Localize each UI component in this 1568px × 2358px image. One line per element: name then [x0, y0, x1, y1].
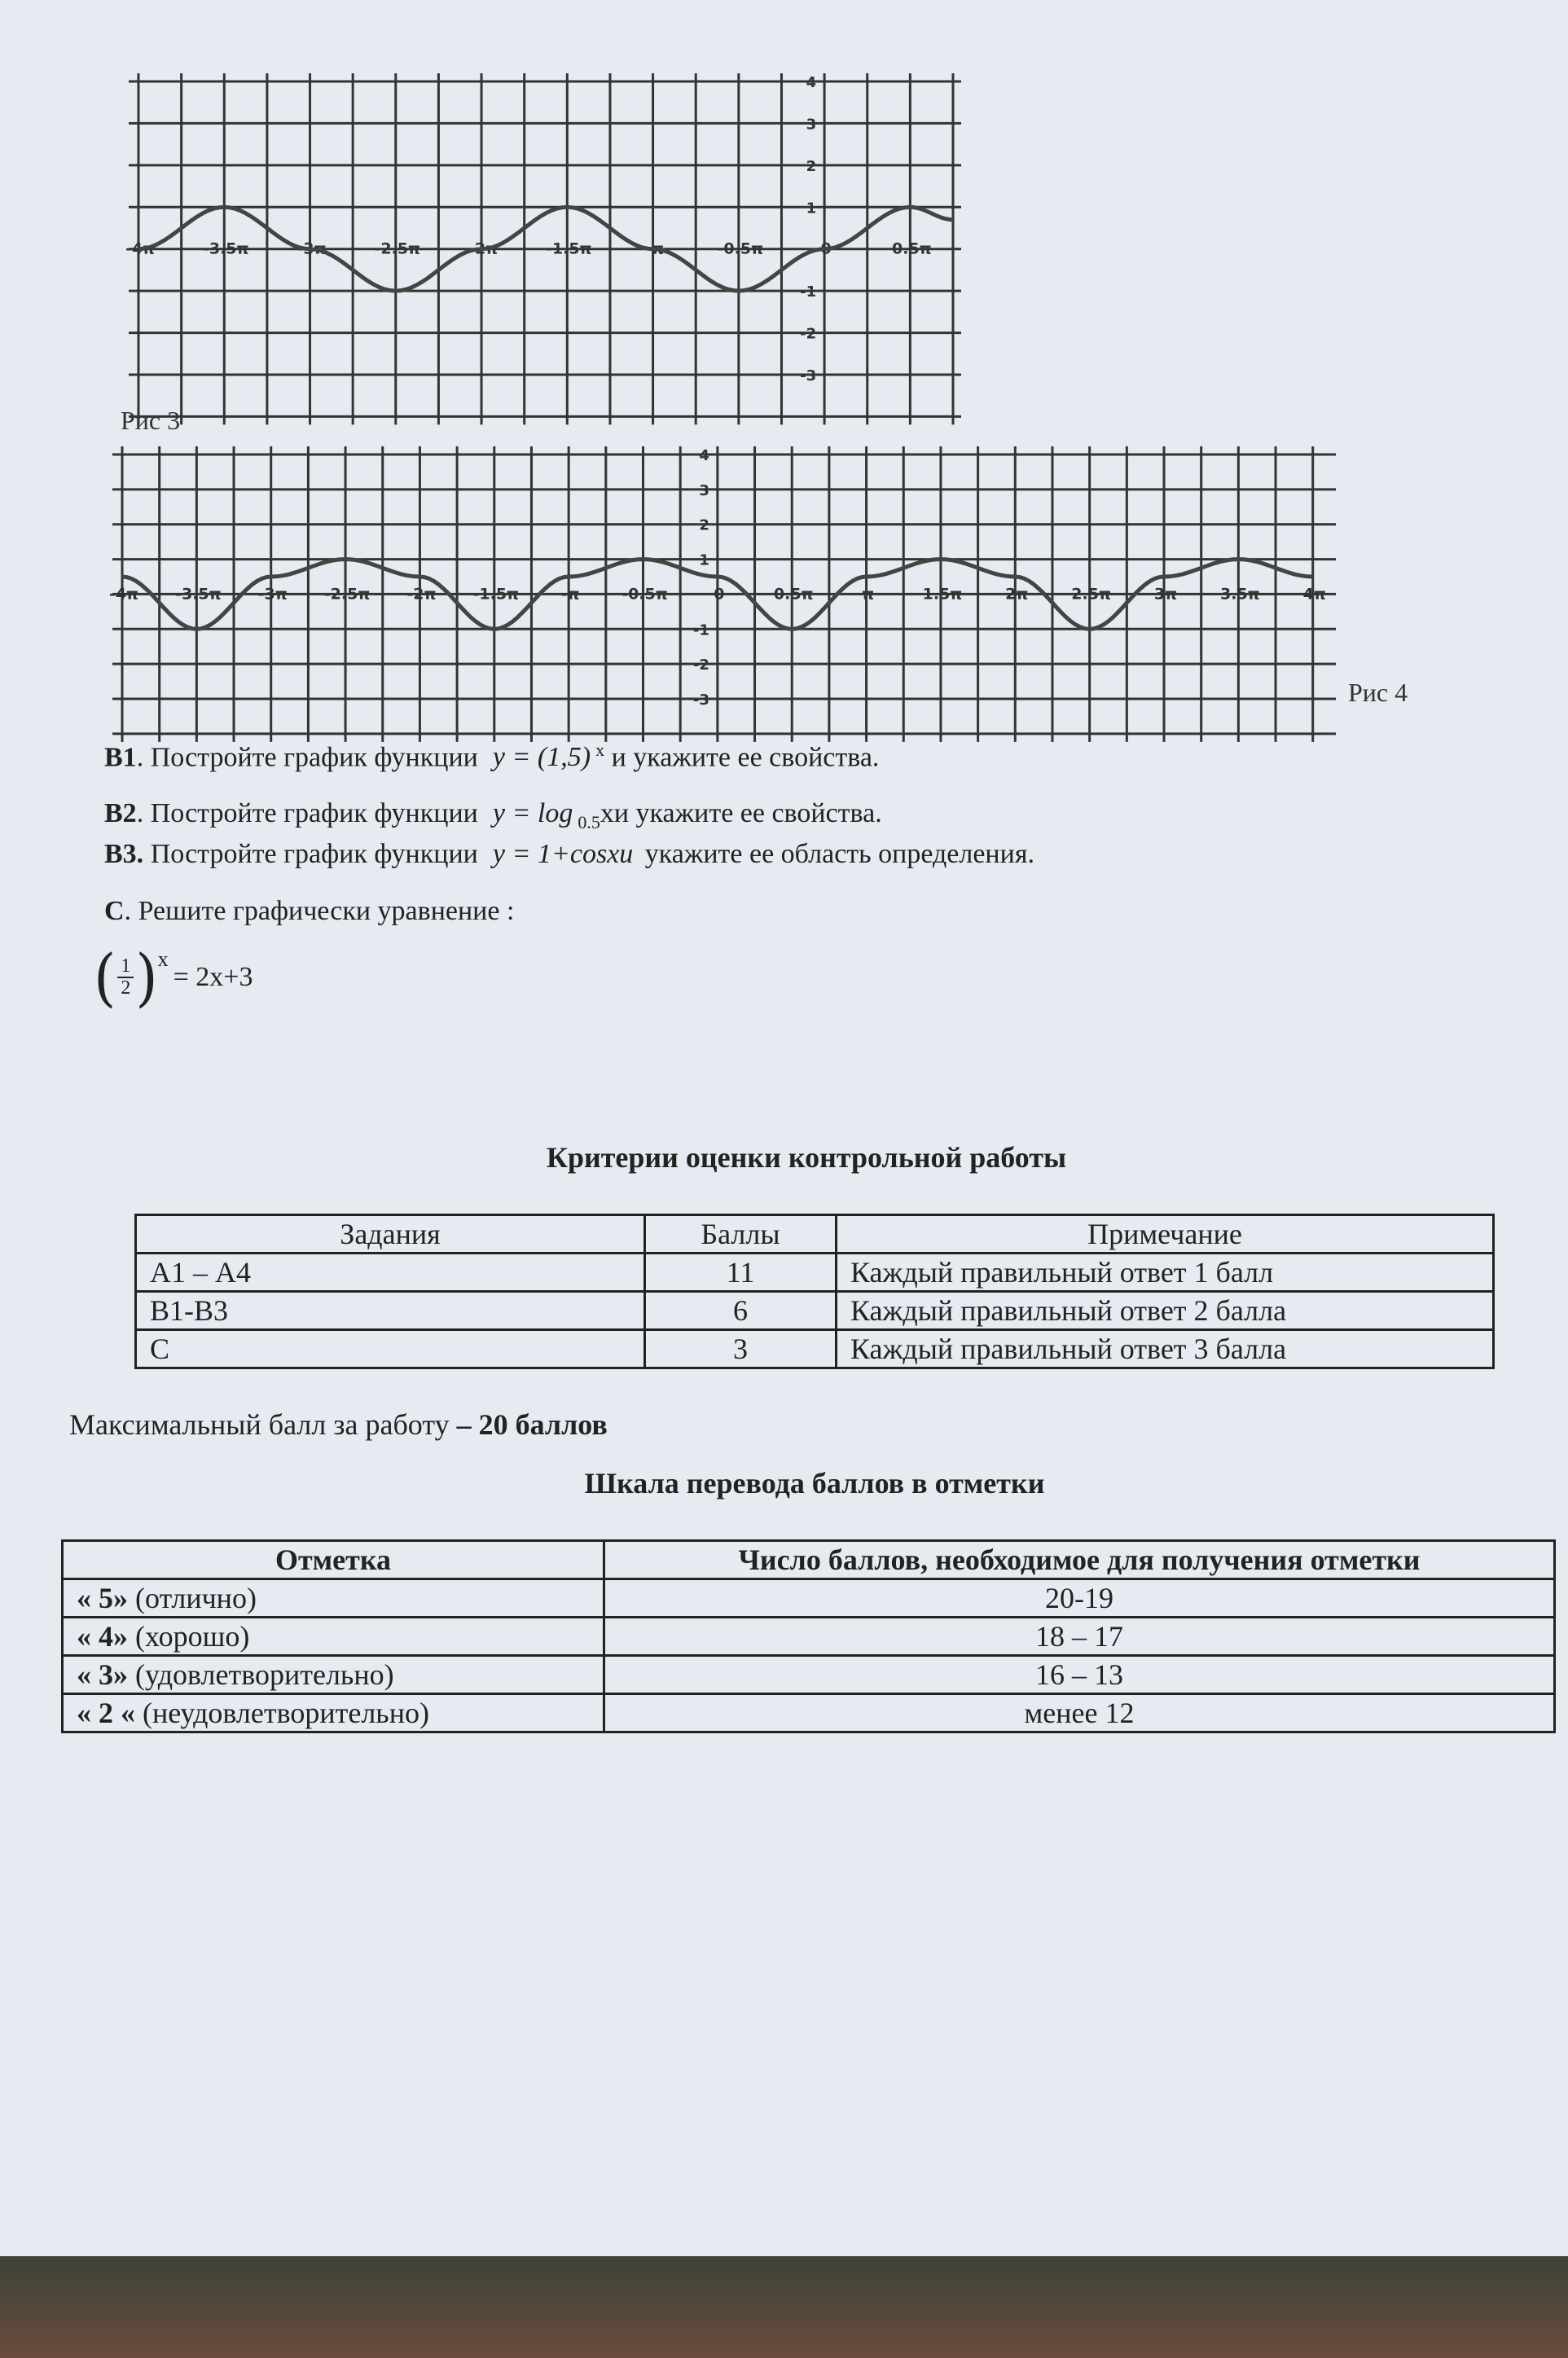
figure-4-graph: [108, 440, 1344, 709]
grade-mark: « 3»: [77, 1658, 128, 1691]
x-tick-label: -4π: [125, 239, 156, 258]
task-b3-formula: y = 1+cosxи: [492, 839, 634, 869]
x-tick-label: 4π: [1302, 585, 1326, 604]
y-tick-label: 1: [699, 551, 709, 569]
scale-cell-grade: [63, 1579, 604, 1618]
x-tick-label: -2π: [406, 585, 437, 604]
y-tick-label: 2: [806, 157, 817, 175]
task-b1: [104, 740, 879, 773]
fraction-numerator: 1: [117, 956, 134, 978]
grade-mark: « 5»: [77, 1582, 128, 1614]
scale-cell-points: 18 – 17: [604, 1618, 1555, 1656]
figure-4-caption: Рис 4: [1348, 678, 1408, 707]
equation: [94, 940, 253, 1015]
x-tick-label: 0.5π: [892, 239, 932, 258]
task-b3-label: В3.: [104, 839, 144, 869]
equation-exponent: x: [157, 947, 169, 971]
scale-title: Шкала перевода баллов в отметки: [584, 1467, 1045, 1500]
criteria-header-row: [136, 1215, 1494, 1254]
criteria-header-tasks: Задания: [136, 1215, 645, 1254]
y-tick-label: -3: [692, 692, 709, 709]
criteria-cell-points: 11: [645, 1254, 837, 1292]
criteria-cell-note: Каждый правильный ответ 1 балл: [837, 1254, 1494, 1292]
criteria-cell-task: В1-В3: [136, 1292, 645, 1330]
grade-description: (неудовлетворительно): [135, 1697, 429, 1729]
task-b1-text-end: и укажите ее свойства.: [604, 742, 880, 773]
x-tick-label: -3π: [257, 585, 288, 604]
criteria-title: Критерии оценки контрольной работы: [546, 1141, 1067, 1174]
criteria-cell-task: С: [136, 1330, 645, 1368]
x-tick-label: 0: [714, 585, 725, 604]
y-tick-label: 3: [699, 481, 709, 499]
criteria-cell-points: 6: [645, 1292, 837, 1330]
x-tick-label: -3π: [296, 239, 327, 258]
y-tick-label: -1: [800, 283, 817, 301]
grade-mark: « 4»: [77, 1620, 128, 1653]
x-tick-label: 0.5π: [773, 585, 814, 604]
right-paren: ): [135, 940, 158, 1015]
left-paren: (: [94, 940, 116, 1015]
task-c: [104, 896, 514, 927]
y-tick-label: 2: [699, 516, 709, 534]
task-b3-text-end: укажите ее область определения.: [638, 839, 1034, 869]
task-b1-formula: y = (1,5): [492, 742, 591, 773]
task-b2-text-end: xи укажите ее свойства.: [600, 798, 882, 828]
table-row: [63, 1579, 1555, 1618]
task-b3-text: Постройте график функции: [143, 839, 478, 869]
figure-3-caption: Рис 3: [121, 406, 181, 435]
table-row: [136, 1292, 1494, 1330]
x-tick-label: -π: [645, 239, 665, 258]
max-score-value: – 20 баллов: [456, 1408, 608, 1441]
y-tick-label: 4: [806, 74, 817, 91]
x-tick-label: 2.5π: [1071, 585, 1111, 604]
task-b2-text: . Постройте график функции: [136, 798, 478, 828]
x-tick-label: π: [862, 585, 875, 604]
x-tick-label: -3.5π: [202, 239, 249, 258]
y-tick-label: 1: [806, 200, 817, 217]
task-b2-base: 0.5: [578, 811, 600, 832]
desk-background: [0, 2256, 1568, 2358]
task-c-label: С: [104, 896, 125, 926]
scale-cell-grade: [63, 1618, 604, 1656]
fraction-denominator: 2: [121, 977, 131, 999]
scale-header-row: [63, 1541, 1555, 1579]
table-row: [136, 1330, 1494, 1368]
criteria-header-note: Примечание: [837, 1215, 1494, 1254]
x-tick-label: -2π: [468, 239, 499, 258]
y-tick-label: -1: [692, 621, 709, 639]
y-tick-label: -2: [692, 656, 709, 674]
x-tick-label: -2.5π: [323, 585, 371, 604]
x-tick-label: 1.5π: [922, 585, 963, 604]
table-row: [63, 1694, 1555, 1732]
criteria-header-points: Баллы: [645, 1215, 837, 1254]
scale-cell-grade: [63, 1656, 604, 1694]
y-tick-label: -3: [800, 367, 817, 384]
x-tick-label: -1.5π: [472, 585, 520, 604]
task-b1-label: В1: [104, 742, 137, 773]
criteria-cell-task: А1 – А4: [136, 1254, 645, 1292]
grade-description: (удовлетворительно): [128, 1658, 394, 1691]
scale-cell-points: 16 – 13: [604, 1656, 1555, 1694]
x-tick-label: 0: [820, 239, 832, 258]
criteria-cell-points: 3: [645, 1330, 837, 1368]
x-tick-label: 3.5π: [1220, 585, 1260, 604]
scale-header-grade: Отметка: [63, 1541, 604, 1579]
x-tick-label: -4π: [108, 585, 139, 604]
criteria-cell-note: Каждый правильный ответ 2 балла: [837, 1292, 1494, 1330]
x-tick-label: -0.5π: [621, 585, 668, 604]
x-tick-label: -1.5π: [546, 239, 592, 258]
table-row: [63, 1656, 1555, 1694]
x-tick-label: -0.5π: [717, 239, 764, 258]
max-score-line: [69, 1407, 608, 1442]
criteria-table: [134, 1214, 1495, 1369]
x-tick-label: 3π: [1153, 585, 1178, 604]
table-row: [136, 1254, 1494, 1292]
x-tick-label: -2.5π: [374, 239, 421, 258]
task-b1-text: . Постройте график функции: [136, 742, 478, 773]
max-score-text: Максимальный балл за работу: [69, 1408, 457, 1441]
y-tick-label: -2: [800, 325, 817, 343]
task-b3: [104, 839, 1034, 870]
grade-description: (отлично): [128, 1582, 257, 1614]
x-tick-label: -3.5π: [175, 585, 222, 604]
x-tick-label: -π: [560, 585, 580, 604]
criteria-cell-note: Каждый правильный ответ 3 балла: [837, 1330, 1494, 1368]
scale-cell-grade: [63, 1694, 604, 1732]
task-b2: [104, 798, 882, 833]
scale-cell-points: 20-19: [604, 1579, 1555, 1618]
x-tick-label: 2π: [1005, 585, 1029, 604]
scale-header-points: Число баллов, необходимое для получения отметки: [604, 1541, 1555, 1579]
equation-rhs: = 2x+3: [173, 962, 253, 992]
fraction: [117, 956, 134, 999]
task-c-text: . Решите графически уравнение :: [124, 896, 515, 926]
task-b2-label: В2: [104, 798, 137, 828]
grade-mark: « 2 «: [77, 1697, 135, 1729]
task-b2-formula: y = log: [492, 798, 573, 828]
table-row: [63, 1618, 1555, 1656]
y-tick-label: 4: [699, 447, 709, 464]
y-tick-label: 3: [806, 116, 817, 134]
scale-table: [61, 1539, 1556, 1733]
scale-cell-points: менее 12: [604, 1694, 1555, 1732]
figure-3-graph: [125, 65, 969, 391]
grade-description: (хорошо): [128, 1620, 250, 1653]
task-b1-exponent: x: [595, 740, 605, 760]
